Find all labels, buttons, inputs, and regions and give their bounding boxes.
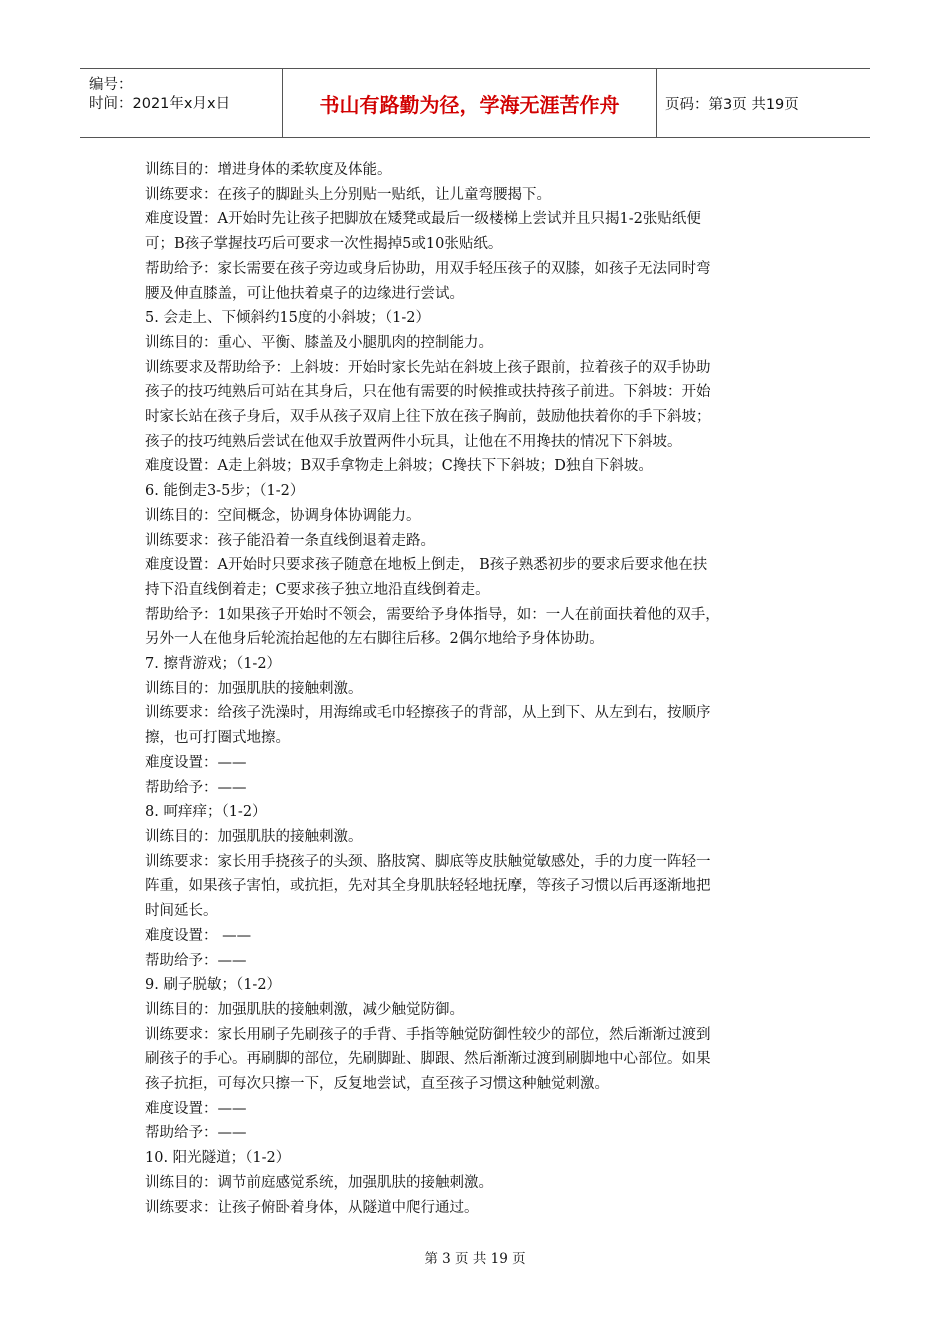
body-line: 难度设置： —— xyxy=(145,927,252,944)
body-line: 训练目的：加强肌肤的接触刺激。 xyxy=(145,680,363,697)
body-line: 孩子的技巧纯熟后可站在其身后，只在他有需要的时候推或扶持孩子前进。下斜坡：开始 xyxy=(145,384,711,401)
body-line: 训练要求：家长用手挠孩子的头颈、胳肢窝、脚底等皮肤触觉敏感处，手的力度一阵轻一 xyxy=(145,853,711,870)
body-line: 孩子抗拒，可每次只擦一下，反复地尝试，直至孩子习惯这种触觉刺激。 xyxy=(145,1076,609,1093)
body-line: 训练目的：空间概念，协调身体协调能力。 xyxy=(145,507,421,524)
body-line: 帮助给予：1如果孩子开始时不领会，需要给予身体指导，如：一人在前面扶着他的双手， xyxy=(145,606,720,623)
body-line: 训练目的：加强肌肤的接触刺激，减少触觉防御。 xyxy=(145,1001,464,1018)
body-line: 时间延长。 xyxy=(145,903,218,920)
body-line: 阵重，如果孩子害怕，或抗拒，先对其全身肌肤轻轻地抚摩，等孩子习惯以后再逐渐地把 xyxy=(145,878,711,895)
header-meta xyxy=(80,69,282,137)
body-line: 擦，也可打圈式地擦。 xyxy=(145,730,290,747)
body-line: 帮助给予：—— xyxy=(145,952,247,969)
body-line: 5. 会走上、下倾斜约15度的小斜坡；（1-2） xyxy=(145,310,430,327)
body-line: 训练要求：给孩子洗澡时，用海绵或毛巾轻擦孩子的背部，从上到下、从左到右，按顺序 xyxy=(145,705,711,722)
header-slogan: 书山有路勤为径，学海无涯苦作舟 xyxy=(282,69,657,137)
body-line: 难度设置：A走上斜坡；B双手拿物走上斜坡；C搀扶下下斜坡；D独自下斜坡。 xyxy=(145,458,653,475)
body-line: 帮助给予：家长需要在孩子旁边或身后协助，用双手轻压孩子的双膝，如孩子无法同时弯 xyxy=(145,260,711,277)
header-page-info: 页码：第3页 共19页 xyxy=(665,96,799,113)
body-line: 刷孩子的手心。再刷脚的部位，先刷脚趾、脚跟、然后渐渐过渡到刷脚地中心部位。如果 xyxy=(145,1051,711,1068)
body-line: 时家长站在孩子身后，双手从孩子双肩上往下放在孩子胸前，鼓励他扶着你的手下斜坡； xyxy=(145,409,711,426)
body-line: 训练要求：家长用刷子先刷孩子的手背、手指等触觉防御性较少的部位，然后渐渐过渡到 xyxy=(145,1026,711,1043)
body-line: 可；B孩子掌握技巧后可要求一次性揭掉5或10张贴纸。 xyxy=(145,236,503,253)
body-line: 6. 能倒走3-5步；（1-2） xyxy=(145,483,305,500)
body-line: 训练目的：调节前庭感觉系统，加强肌肤的接触刺激。 xyxy=(145,1174,493,1191)
body-line: 难度设置：—— xyxy=(145,1100,247,1117)
body-line: 难度设置：A开始时只要求孩子随意在地板上倒走， B孩子熟悉初步的要求后要求他在扶 xyxy=(145,557,708,574)
body-line: 训练要求：孩子能沿着一条直线倒退着走路。 xyxy=(145,532,435,549)
page-footer: 第 3 页 共 19 页 xyxy=(424,1251,526,1267)
body-line: 7. 擦背游戏；（1-2） xyxy=(145,656,282,673)
body-line: 难度设置：—— xyxy=(145,754,247,771)
body-line: 持下沿直线倒着走；C要求孩子独立地沿直线倒着走。 xyxy=(145,581,490,598)
body-line: 另外一人在他身后轮流抬起他的左右脚往后移。2偶尔地给予身体协助。 xyxy=(145,631,604,648)
document-time-label: 时间：2021年x月x日 xyxy=(89,96,231,112)
body-line: 8. 呵痒痒；（1-2） xyxy=(145,804,267,821)
body-line: 孩子的技巧纯熟后尝试在他双手放置两件小玩具，让他在不用搀扶的情况下下斜坡。 xyxy=(145,433,682,450)
body-line: 训练目的：重心、平衡、膝盖及小腿肌肉的控制能力。 xyxy=(145,334,493,351)
body-line: 训练要求：让孩子俯卧着身体，从隧道中爬行通过。 xyxy=(145,1199,479,1216)
document-body xyxy=(145,158,810,1220)
body-line: 腰及伸直膝盖，可让他扶着桌子的边缘进行尝试。 xyxy=(145,285,464,302)
body-line: 帮助给予：—— xyxy=(145,779,247,796)
body-line: 10. 阳光隧道；（1-2） xyxy=(145,1150,291,1167)
document-number-label: 编号： xyxy=(89,77,133,93)
body-line: 9. 刷子脱敏；（1-2） xyxy=(145,977,282,994)
body-line: 训练要求：在孩子的脚趾头上分别贴一贴纸，让儿童弯腰揭下。 xyxy=(145,186,551,203)
page-header xyxy=(80,68,870,138)
body-line: 帮助给予：—— xyxy=(145,1125,247,1142)
body-line: 难度设置：A开始时先让孩子把脚放在矮凳或最后一级楼梯上尝试并且只揭1-2张贴纸便 xyxy=(145,211,701,228)
body-line: 训练目的：增进身体的柔软度及体能。 xyxy=(145,162,392,178)
body-line: 训练要求及帮助给予：上斜坡：开始时家长先站在斜坡上孩子跟前，拉着孩子的双手协助 xyxy=(145,359,711,376)
body-line: 训练目的：加强肌肤的接触刺激。 xyxy=(145,828,363,845)
